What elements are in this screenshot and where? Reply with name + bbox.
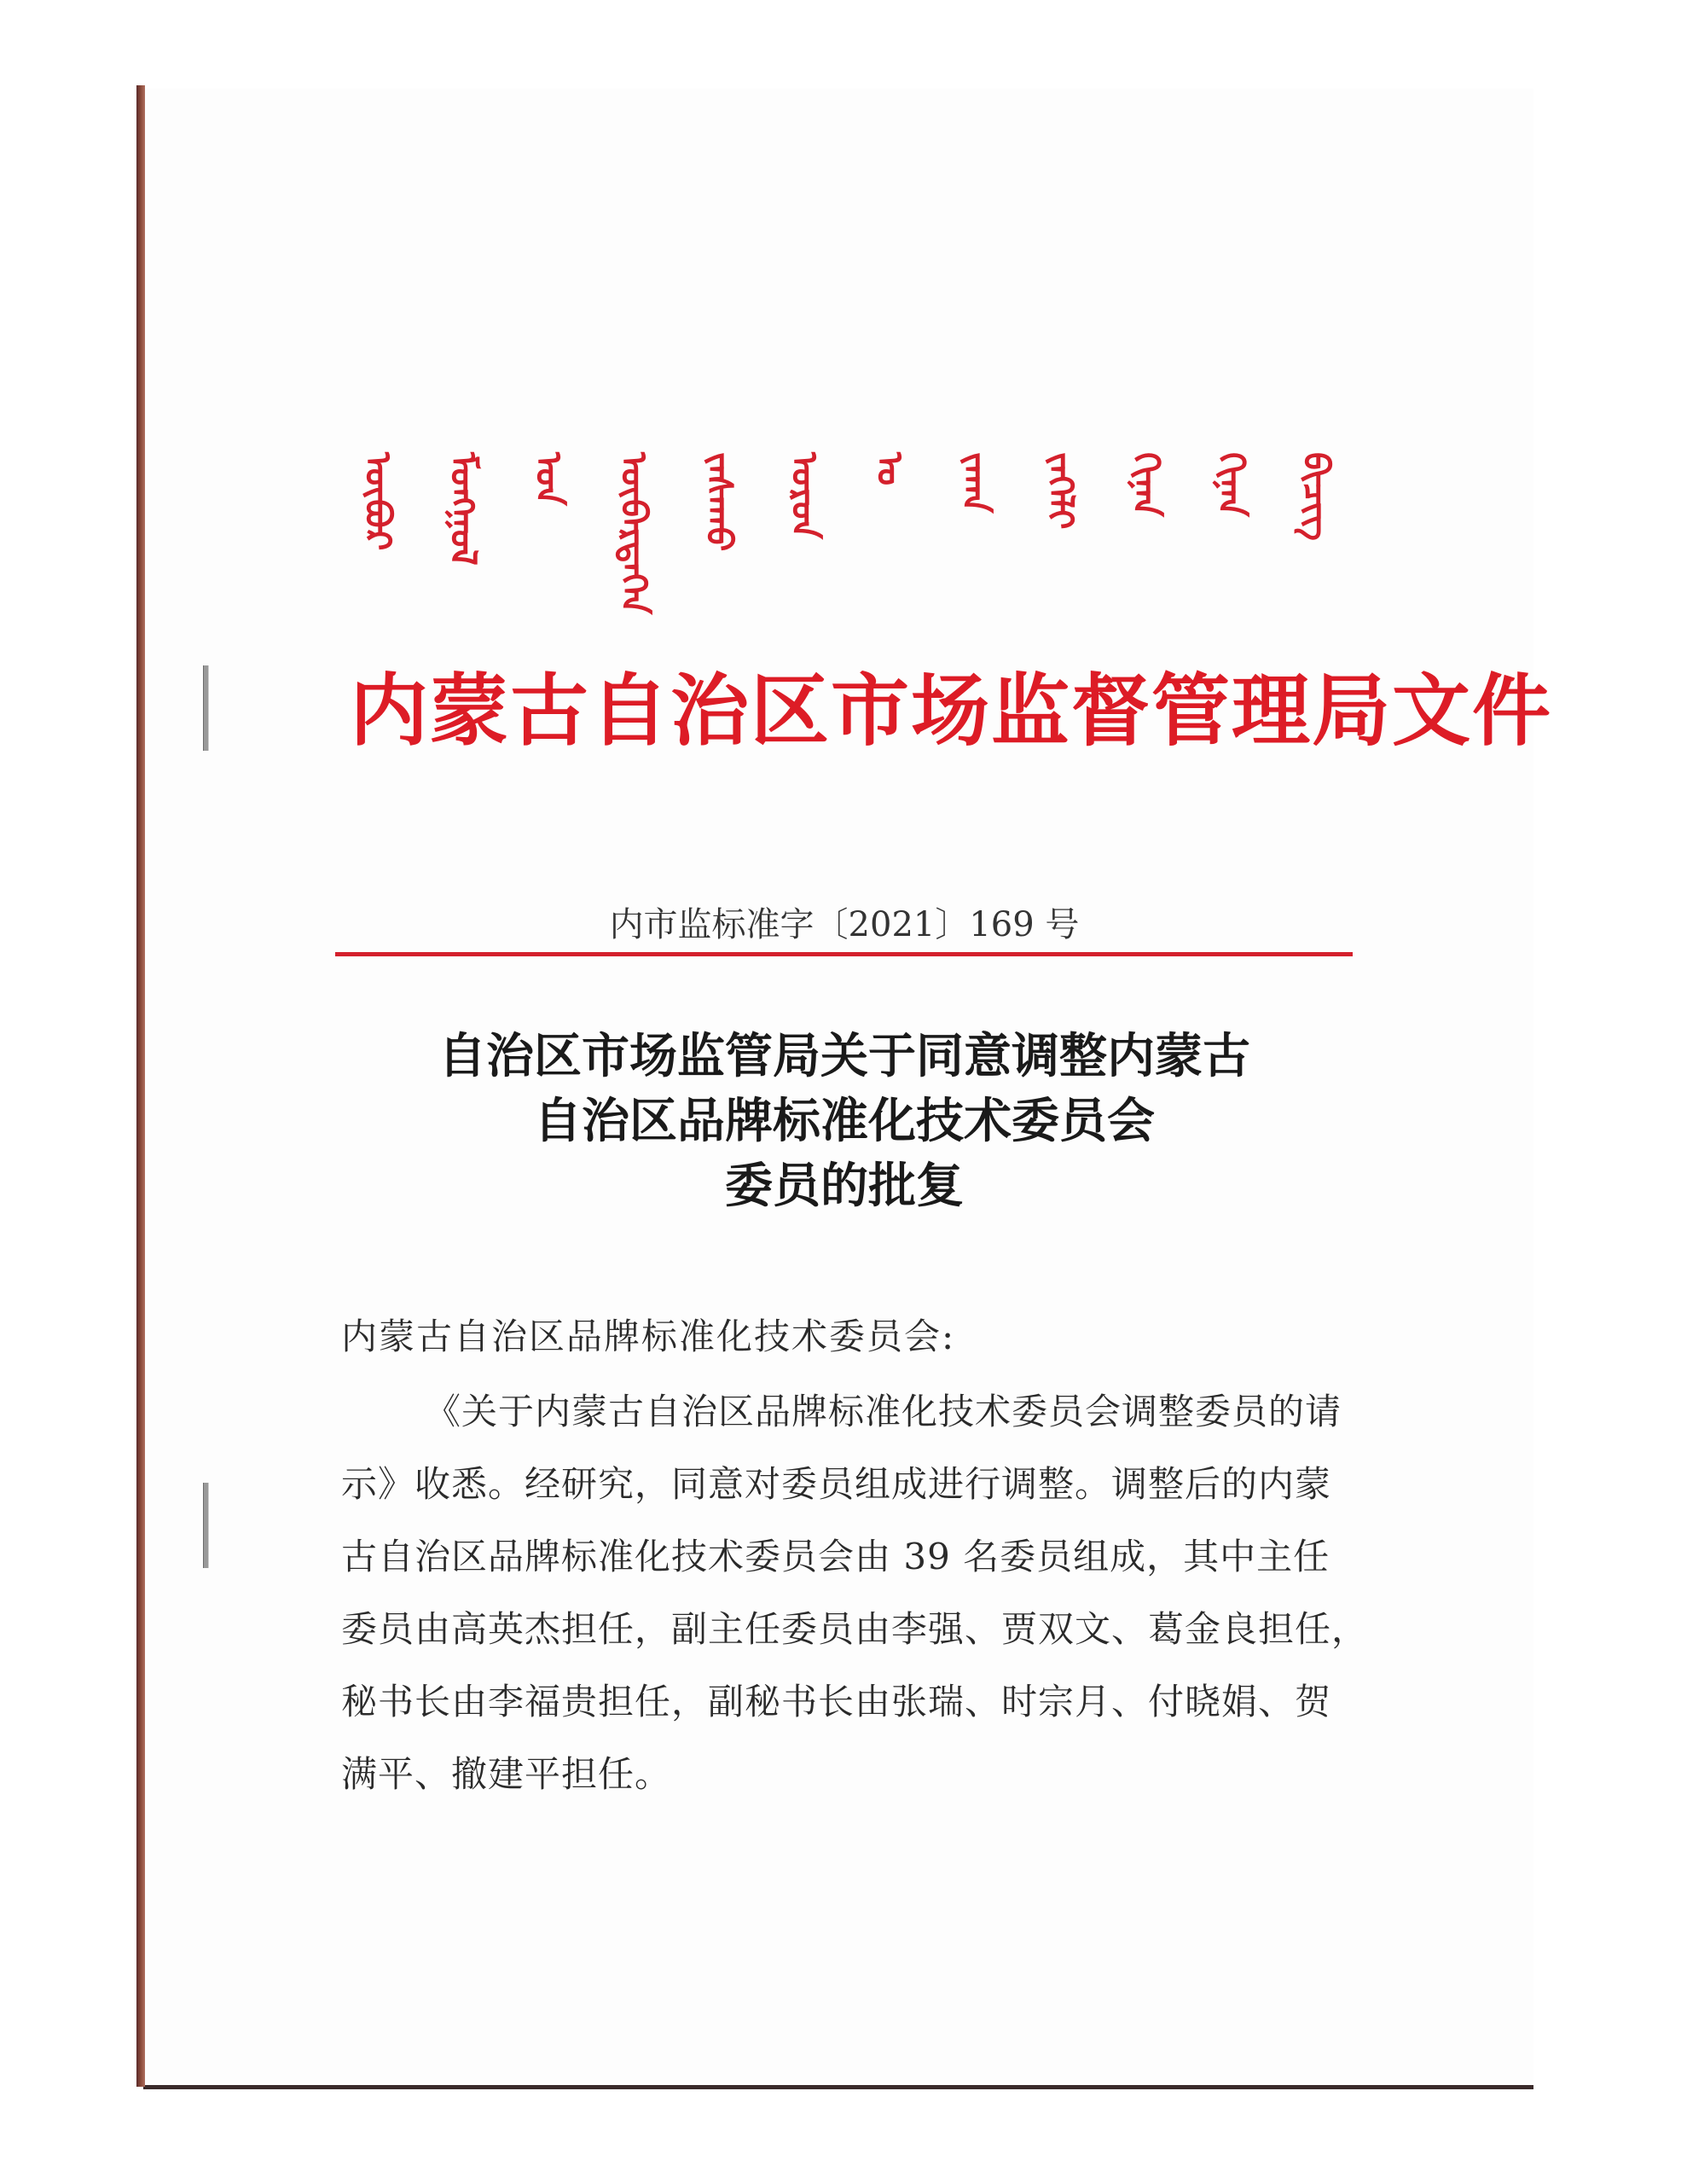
- mongolian-word: ᠤ: [869, 452, 911, 486]
- body-line: 满平、撤建平担任。: [341, 1753, 672, 1795]
- body-paragraph: [341, 1375, 1369, 1810]
- staple-top: [203, 665, 209, 751]
- mongolian-word: ᠪᠢᠴᠢᠭ: [1296, 452, 1337, 541]
- mongolian-word: ᠣᠷᠤᠨ: [784, 452, 826, 539]
- staple-bottom: [203, 1483, 209, 1568]
- body-line: 古自治区品牌标准化技术委员会由 39 名委员组成，其中主任: [341, 1536, 1330, 1577]
- mongolian-word: ᠬᠢᠨᠠᠨ: [1125, 452, 1167, 517]
- document-title: [333, 1024, 1356, 1218]
- mongolian-word: ᠥᠪᠦᠷ: [357, 452, 399, 551]
- document-number: 内市监标准字〔2021〕169 号: [609, 905, 1080, 944]
- mongolian-word: ᠵᠡᠭᠡᠯᠢ: [1040, 452, 1081, 530]
- mongolian-word: ᠤᠨ: [528, 452, 570, 506]
- title-line: 自治区市场监管局关于同意调整内蒙古: [438, 1028, 1250, 1084]
- body-line: 示》收悉。经研究，同意对委员组成进行调整。调整后的内蒙: [341, 1463, 1332, 1505]
- red-separator-rule: [335, 952, 1353, 956]
- mongolian-letterhead: [358, 452, 1365, 657]
- mongolian-word: ᠵᠠᠬᠠ: [954, 452, 996, 514]
- title-line: 委员的批复: [725, 1158, 964, 1214]
- body-line: 《关于内蒙古自治区品牌标准化技术委员会调整委员的请: [425, 1391, 1342, 1432]
- salutation: 内蒙古自治区品牌标准化技术委员会:: [341, 1316, 956, 1357]
- letterhead-title: 内蒙古自治区市场监督管理局文件: [350, 665, 1553, 757]
- mongolian-word: ᠮᠣᠩᠭᠣᠯ: [443, 452, 484, 566]
- title-line: 自治区品牌标准化技术委员会: [534, 1093, 1155, 1149]
- mongolian-word: ᠵᠠᠰᠠᠬᠤ: [699, 452, 740, 552]
- body-line: 秘书长由李福贵担任，副秘书长由张瑞、时宗月、付晓娟、贺: [341, 1681, 1332, 1722]
- body-line: 委员由高英杰担任，副主任委员由李强、贾双文、葛金良担任，: [341, 1608, 1369, 1650]
- mongolian-word: ᠥᠪᠡᠷᠲᠡᠭᠡᠨ: [613, 452, 655, 615]
- mongolian-word: ᠬᠢᠨᠠᠨ: [1210, 452, 1252, 517]
- binding-edge: [136, 85, 145, 2087]
